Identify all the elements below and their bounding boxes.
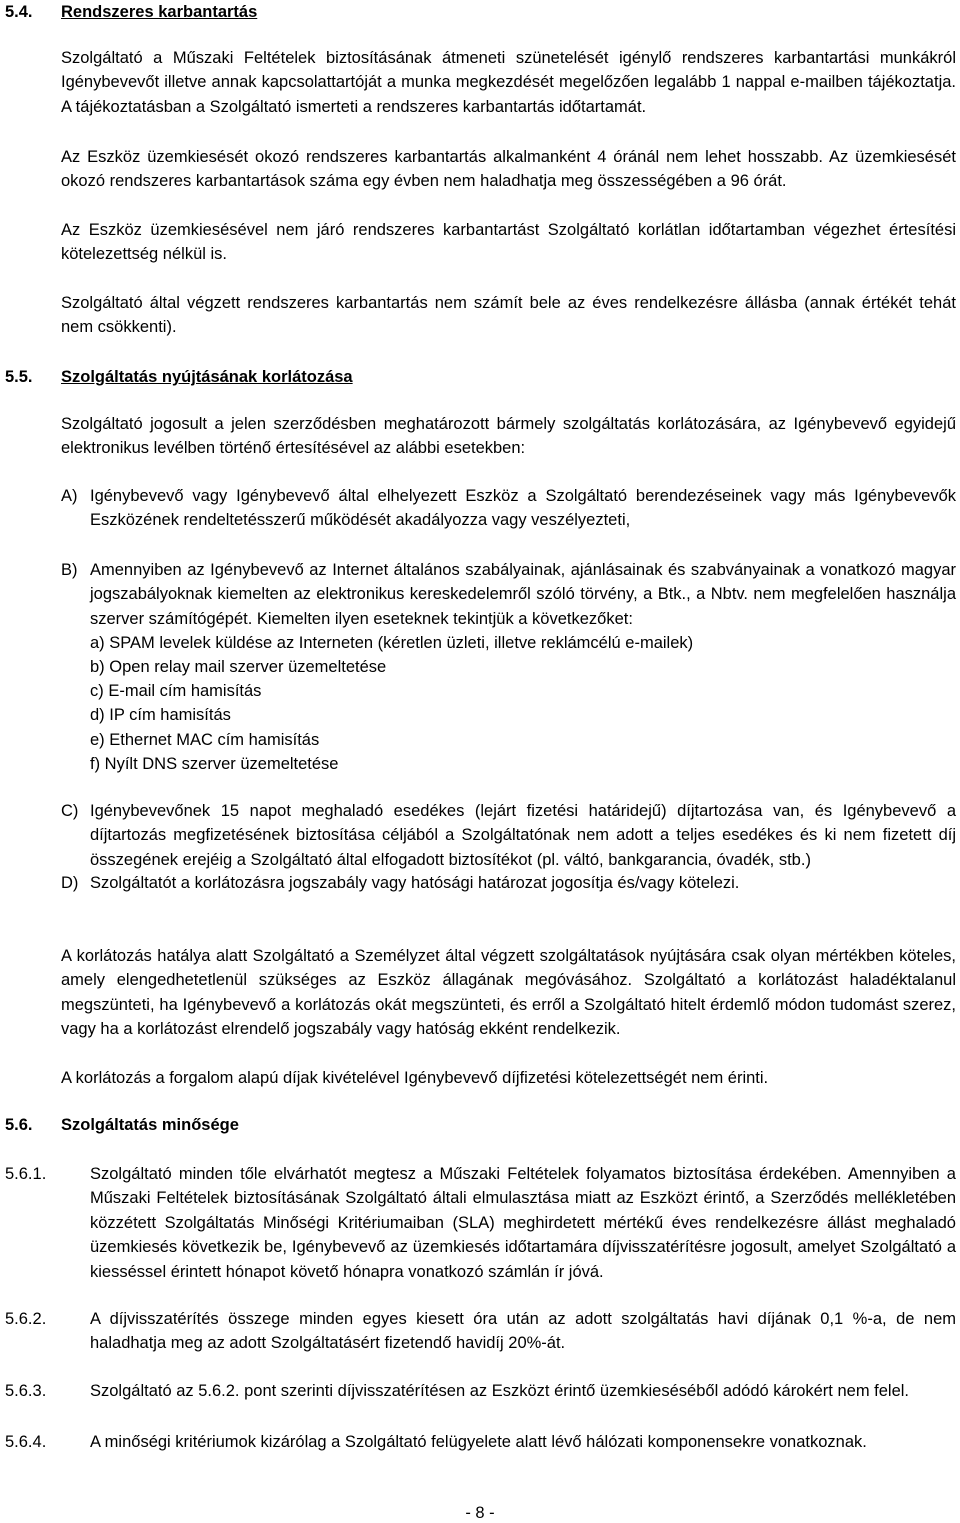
section-number: 5.4.	[5, 3, 33, 21]
list-item-d	[61, 871, 956, 895]
paragraph: Szolgáltató a Műszaki Feltételek biztosításának átmeneti szünetelését igénylő rendszeres karbantartási munkákról Igénybevevőt illetve annak kapcsolattartóját a munka megkezdését megelőzően legalább 1 nappal e-mailben tájékoztatja. A tájékoztatásban a Szolgáltató ismerteti a rendszeres karbantartás időtartamát.	[61, 49, 956, 116]
page-number: - 8 -	[465, 1504, 495, 1522]
item-text: Igénybevevő vagy Igénybevevő által elhelyezett Eszköz a Szolgáltató berendezéseinek vagy más Igénybevevők Eszközének rendeltetésszerű működését akadályozza vagy veszélyezteti,	[90, 487, 956, 530]
item-number: 5.6.3.	[5, 1382, 47, 1400]
section-number: 5.5.	[5, 368, 33, 386]
paragraph: Szolgáltató által végzett rendszeres karbantartás nem számít bele az éves rendelkezésre állásba (annak értékét tehát nem csökkenti).	[61, 294, 956, 337]
item-text: A díjvisszatérítés összege minden egyes kiesett óra után az adott szolgáltatás havi díjának 0,1 %-a, de nem haladhatja meg az adott Szolgáltatásért fizetendő havidíj 20%-át.	[90, 1310, 956, 1353]
item-label: A)	[61, 487, 78, 505]
sub-item: c) E-mail cím hamisítás	[90, 682, 262, 700]
sub-item: e) Ethernet MAC cím hamisítás	[90, 731, 320, 749]
paragraph: Szolgáltató jogosult a jelen szerződésben meghatározott bármely szolgáltatás korlátozására, az Igénybevevő egyidejű elektronikus levélben történő értesítésével az alábbi esetekben:	[61, 415, 956, 458]
list-item-c	[61, 799, 956, 872]
paragraph: A korlátozás a forgalom alapú díjak kivételével Igénybevevő díjfizetési kötelezettségét nem érinti.	[61, 1069, 769, 1087]
item-text: Szolgáltató az 5.6.2. pont szerinti díjvisszatérítésen az Eszközt érintő üzemkieséséből adódó károkért nem felel.	[90, 1382, 910, 1400]
sub-item: f) Nyílt DNS szerver üzemeltetése	[90, 755, 339, 773]
item-text: Amennyiben az Igénybevevő az Internet általános szabályainak, ajánlásainak és szabványainak a vonatkozó magyar jogszabályoknak kiemelten az elektronikus kereskedelemről szóló törvény, a Btk., a Nbtv. nem megfelelően használja szerver számítógépét. Kiemelten ilyen eseteknek tekintjük a következőket:	[90, 561, 956, 628]
section-number: 5.6.	[5, 1116, 33, 1134]
item-label: D)	[61, 874, 79, 892]
section-title: Szolgáltatás nyújtásának korlátozása	[61, 368, 353, 386]
paragraph: A korlátozás hatálya alatt Szolgáltató a Személyzet által végzett szolgáltatások nyújtására csak olyan mértékben köteles, amely elengedhetetlenül szükséges az Eszköz állagának megóvásához. Szolgáltató a korlátozást haladéktalanul megszünteti, ha Igénybevevő a korlátozás okát megszünteti, és erről a Szolgáltató hitelt érdemlő módon tudomást szerez, vagy ha a korlátozást elrendelő jogszabály vagy hatóság ekként rendelkezik.	[61, 947, 956, 1039]
section-title: Szolgáltatás minősége	[61, 1116, 239, 1134]
item-text: Igénybevevőnek 15 napot meghaladó esedékes (lejárt fizetési határidejű) díjtartozása van, és Igénybevevő a díjtartozás megfizetésének biztosítása céljából a Szolgáltatónak nem adott a teljes esedékes és ki nem fizetett díj összegének erejéig a Szolgáltató által elfogadott biztosítékot (pl. váltó, bankgarancia, óvadék, stb.)	[90, 802, 956, 869]
list-item-b	[61, 558, 956, 631]
sub-item: b) Open relay mail szerver üzemeltetése	[90, 658, 387, 676]
paragraph: Az Eszköz üzemkiesését okozó rendszeres karbantartás alkalmanként 4 óránál nem lehet hosszabb. Az üzemkiesését okozó rendszeres karbantartások száma egy évben nem haladhatja meg összességében a 96 órát.	[61, 148, 956, 191]
item-number: 5.6.1.	[5, 1165, 47, 1183]
item-text: Szolgáltató minden tőle elvárhatót megtesz a Műszaki Feltételek folyamatos biztosítása érdekében. Amennyiben a Műszaki Feltételek biztosításának Szolgáltató általi elmulasztása miatt az Eszközt érintő, a Szerződés mellékletében közzétett Szolgáltatás Minőségi Kritériumaiban (SLA) meghirdetett mértékű éves rendelkezésre állást meghaladó üzemkiesés következik be, Igénybevevő az üzemkiesés időtartamára díjvisszatérítésre jogosult, amelyet Szolgáltató a kiesséssel érintett hónapot követő hónapra vonatkozó számlán ír jóvá.	[90, 1165, 956, 1281]
section-title: Rendszeres karbantartás	[61, 3, 258, 21]
item-label: C)	[61, 802, 79, 820]
list-item-a	[61, 484, 956, 533]
item-number: 5.6.2.	[5, 1310, 47, 1328]
item-number: 5.6.4.	[5, 1433, 47, 1451]
item-label: B)	[61, 561, 78, 579]
sub-item: d) IP cím hamisítás	[90, 706, 231, 724]
paragraph: Az Eszköz üzemkiesésével nem járó rendszeres karbantartást Szolgáltató korlátlan időtartamban végezhet értesítési kötelezettség nélkül is.	[61, 221, 956, 264]
sub-item: a) SPAM levelek küldése az Interneten (kéretlen üzleti, illetve reklámcélú e-mailek)	[90, 634, 694, 652]
item-text: Szolgáltatót a korlátozásra jogszabály vagy hatósági határozat jogosítja és/vagy kötelezi.	[90, 874, 740, 892]
item-text: A minőségi kritériumok kizárólag a Szolgáltató felügyelete alatt lévő hálózati komponensekre vonatkoznak.	[90, 1433, 867, 1451]
